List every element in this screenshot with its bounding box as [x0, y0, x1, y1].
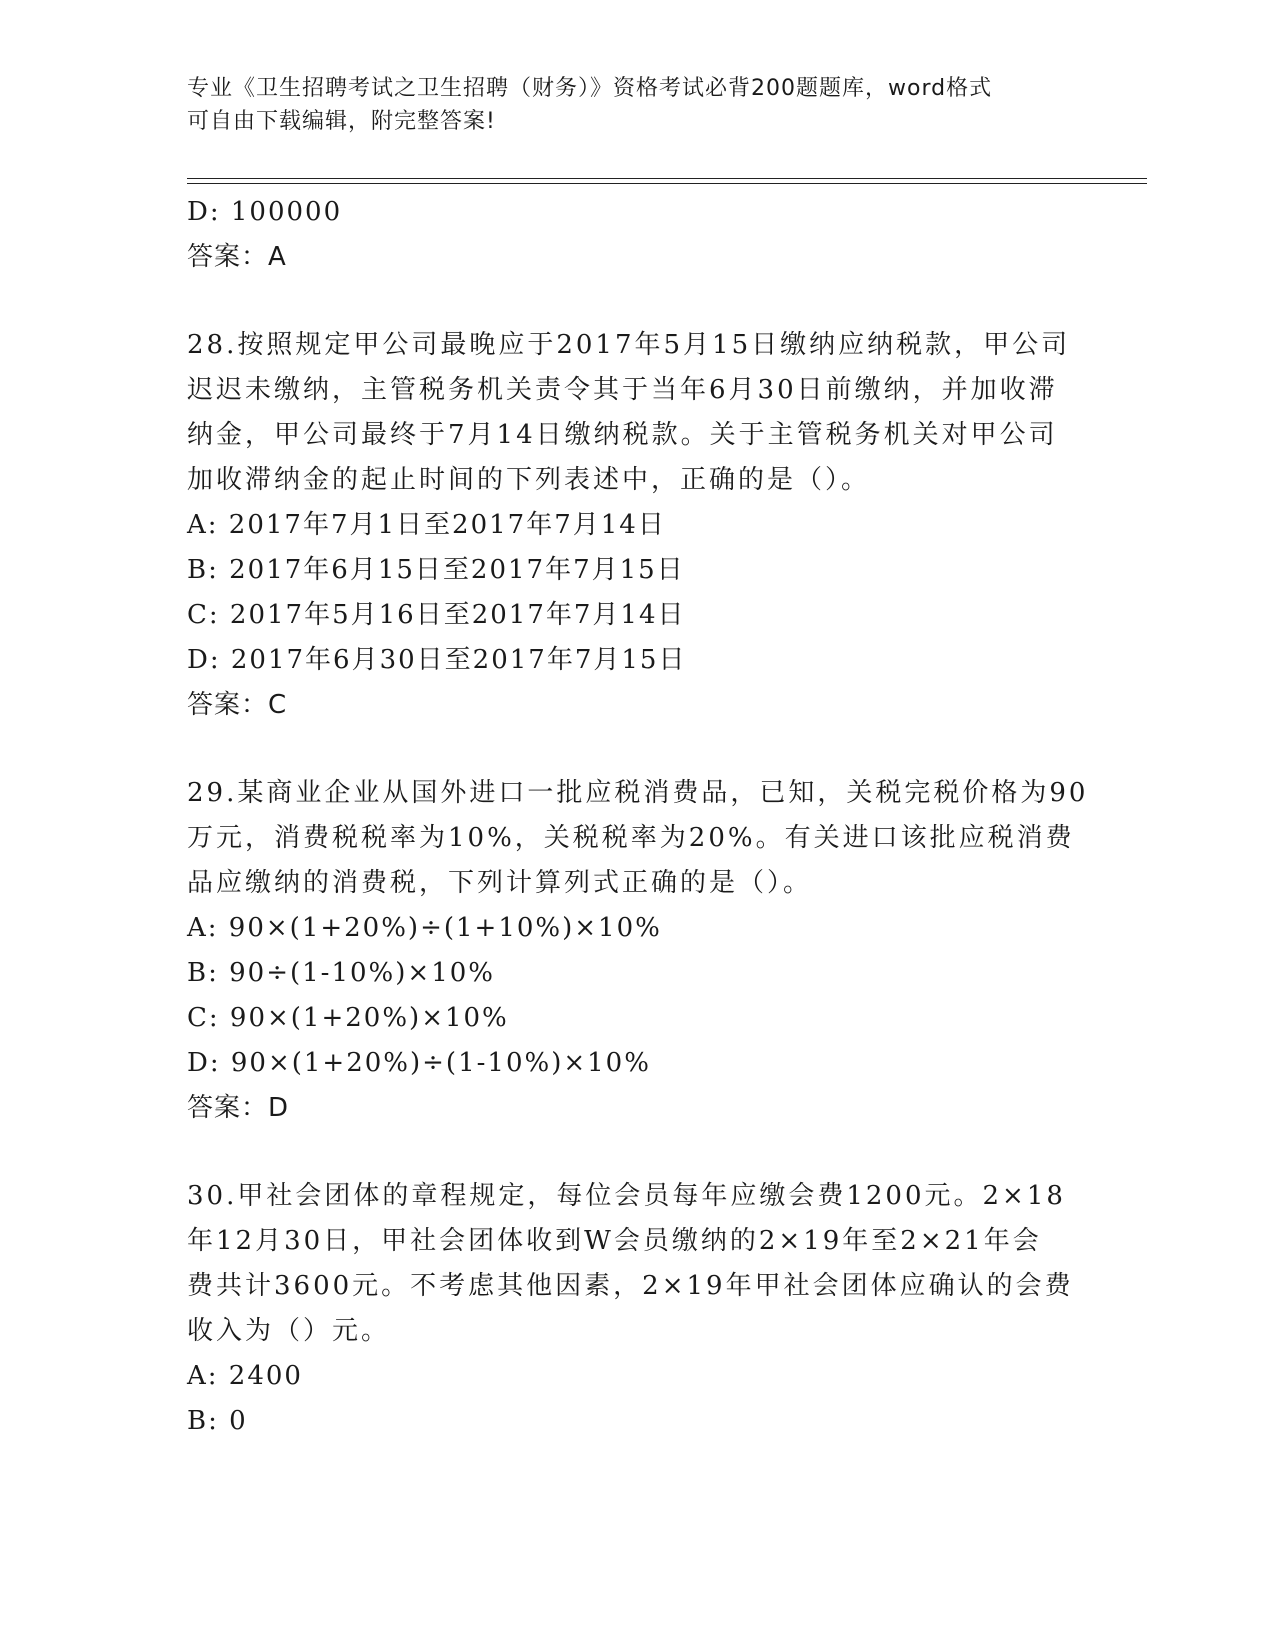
- answer-line: 答案：A: [187, 242, 287, 272]
- stem-line: 收入为（）元。: [187, 1316, 391, 1346]
- stem-line: 万元，消费税税率为10%，关税税率为20%。有关进口该批应税消费: [187, 823, 1075, 853]
- question-stem: [187, 771, 1087, 906]
- question-stem: [187, 323, 1087, 503]
- document-body: [187, 190, 1087, 1444]
- header-divider-top: [187, 178, 1147, 179]
- option-c: C: 90×(1+20%)×10%: [187, 1003, 509, 1033]
- option-b: B: 90÷(1-10%)×10%: [187, 958, 495, 988]
- prev-question-tail: [187, 190, 1087, 280]
- answer-line: 答案：D: [187, 1093, 290, 1123]
- option-b: B: 0: [187, 1406, 248, 1436]
- stem-line: 年12月30日，甲社会团体收到W会员缴纳的2×19年至2×21年会: [187, 1226, 1042, 1256]
- answer-line: 答案：C: [187, 690, 288, 720]
- header-divider-bottom: [187, 183, 1147, 184]
- option-d: D: 90×(1+20%)÷(1-10%)×10%: [187, 1048, 651, 1078]
- stem-line: 29.某商业企业从国外进口一批应税消费品，已知，关税完税价格为90: [187, 778, 1089, 808]
- question-28: [187, 323, 1087, 728]
- header-line-1: 专业《卫生招聘考试之卫生招聘（财务）》资格考试必背200题题库，word格式: [187, 76, 993, 101]
- document-header: [187, 72, 1067, 138]
- stem-line: 迟迟未缴纳，主管税务机关责令其于当年6月30日前缴纳，并加收滞: [187, 375, 1058, 405]
- stem-line: 费共计3600元。不考虑其他因素，2×19年甲社会团体应确认的会费: [187, 1271, 1074, 1301]
- stem-line: 品应缴纳的消费税，下列计算列式正确的是（）。: [187, 868, 813, 898]
- question-stem: [187, 1174, 1087, 1354]
- option-a: A: 2400: [187, 1361, 303, 1391]
- option-d: D: 2017年6月30日至2017年7月15日: [187, 645, 687, 675]
- question-30: [187, 1174, 1087, 1444]
- option-b: B: 2017年6月15日至2017年7月15日: [187, 555, 685, 585]
- stem-line: 纳金，甲公司最终于7月14日缴纳税款。关于主管税务机关对甲公司: [187, 420, 1058, 450]
- stem-line: 加收滞纳金的起止时间的下列表述中，正确的是（）。: [187, 465, 871, 495]
- stem-line: 30.甲社会团体的章程规定，每位会员每年应缴会费1200元。2×18: [187, 1181, 1066, 1211]
- option-d: D: 100000: [187, 197, 343, 227]
- question-29: [187, 771, 1087, 1131]
- option-c: C: 2017年5月16日至2017年7月14日: [187, 600, 686, 630]
- option-a: A: 90×(1+20%)÷(1+10%)×10%: [187, 913, 662, 943]
- header-line-2: 可自由下载编辑，附完整答案!: [187, 109, 496, 134]
- stem-line: 28.按照规定甲公司最晚应于2017年5月15日缴纳应纳税款，甲公司: [187, 330, 1071, 360]
- option-a: A: 2017年7月1日至2017年7月14日: [187, 510, 666, 540]
